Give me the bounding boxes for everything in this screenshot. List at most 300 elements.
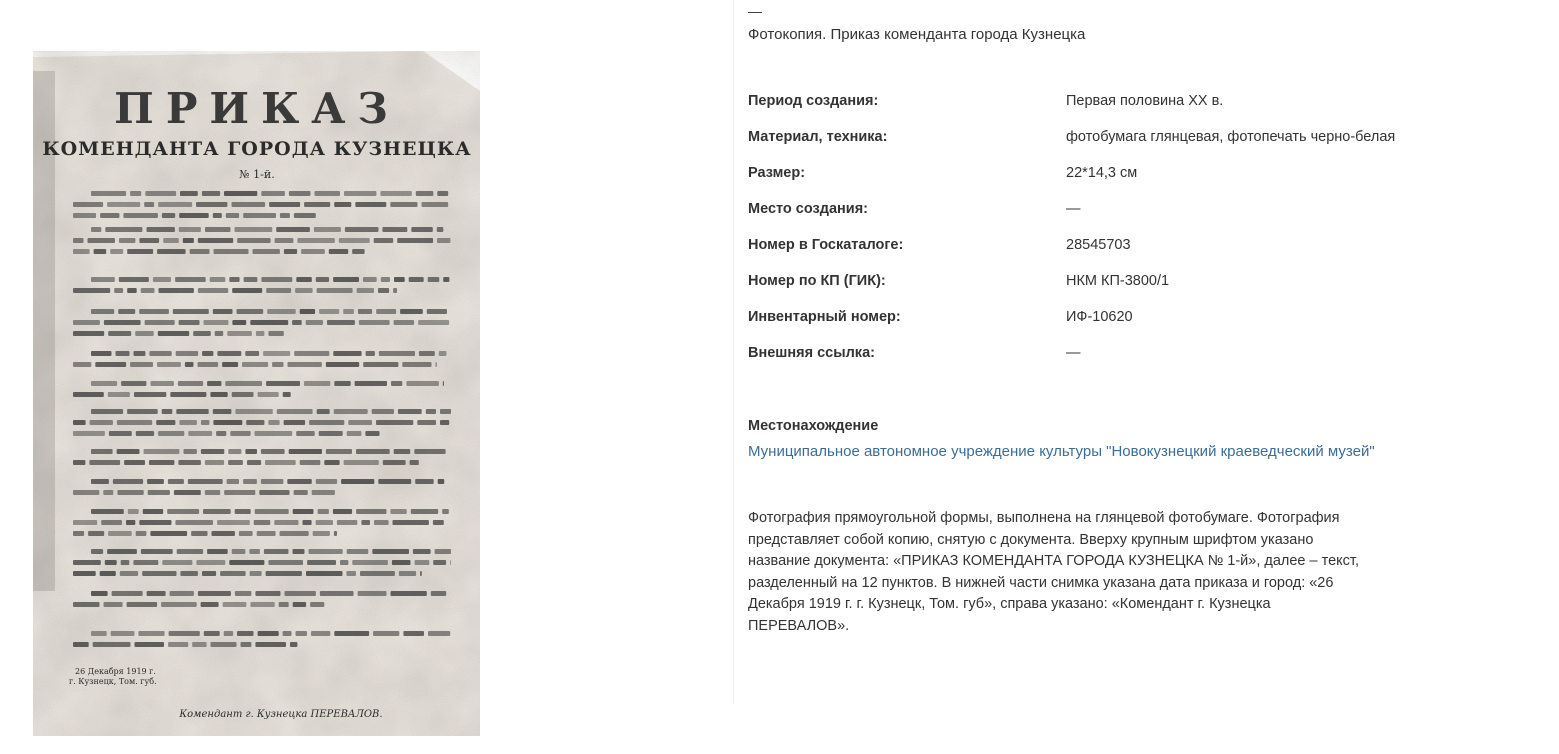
photo-text-line bbox=[361, 520, 370, 525]
photo-text-line bbox=[108, 392, 130, 397]
photo-text-line bbox=[258, 631, 279, 636]
photo-text-line bbox=[121, 560, 130, 565]
photo-text-line bbox=[91, 409, 123, 414]
photo-text-line bbox=[422, 202, 449, 207]
photo-text-line bbox=[312, 490, 335, 495]
photo-text-line bbox=[156, 420, 175, 425]
photo-text-line bbox=[91, 591, 108, 596]
photo-text-line bbox=[167, 509, 199, 514]
photo-text-line bbox=[107, 202, 140, 207]
property-label: Номер по КП (ГИК): bbox=[748, 273, 886, 289]
photo-text-line bbox=[104, 320, 141, 325]
photo-text-line bbox=[127, 249, 153, 254]
property-value: фотобумага глянцевая, фотопечать черно-белая bbox=[1066, 129, 1396, 145]
photo-text-line bbox=[73, 490, 99, 495]
photo-text-line bbox=[366, 351, 375, 356]
photo-text-line bbox=[117, 420, 152, 425]
photo-text-line bbox=[191, 531, 207, 536]
property-value: 22*14,3 см bbox=[1066, 165, 1138, 181]
photo-text-line bbox=[440, 420, 449, 425]
photo-text-line bbox=[257, 531, 276, 536]
photo-text-line bbox=[316, 520, 333, 525]
photo-text-line bbox=[300, 460, 321, 465]
photo-signature: Комендант г. Кузнецка ПЕРЕВАЛОВ. bbox=[179, 709, 383, 720]
photo-text-line bbox=[141, 288, 155, 293]
photo-text-line bbox=[73, 460, 85, 465]
photo-text-line bbox=[100, 213, 119, 218]
photo-text-line bbox=[176, 409, 208, 414]
photo-text-line bbox=[414, 449, 445, 454]
photo-text-line bbox=[334, 202, 351, 207]
photo-text-line bbox=[360, 571, 395, 576]
photo-text-line bbox=[266, 571, 302, 576]
photo-text-line bbox=[226, 213, 239, 218]
photo-text-line bbox=[91, 227, 101, 232]
photo-text-line bbox=[250, 571, 262, 576]
photo-text-line bbox=[134, 351, 146, 356]
photo-text-line bbox=[91, 509, 124, 514]
photo-text-line bbox=[73, 420, 86, 425]
property-label: Материал, техника: bbox=[748, 129, 888, 145]
photo-text-line bbox=[402, 362, 431, 367]
photo-text-line bbox=[237, 238, 270, 243]
photo-text-line bbox=[250, 602, 274, 607]
photo-text-line bbox=[237, 631, 254, 636]
photo-text-line bbox=[255, 591, 280, 596]
photo-text-line bbox=[227, 331, 252, 336]
photo-text-line bbox=[326, 449, 352, 454]
photo-text-line bbox=[201, 602, 219, 607]
photo-text-line bbox=[91, 449, 113, 454]
photo-text-line bbox=[406, 381, 439, 386]
photo-text-line bbox=[192, 642, 206, 647]
photo-text-line bbox=[256, 331, 265, 336]
photo-text-line bbox=[175, 520, 213, 525]
location-heading: Местонахождение bbox=[748, 418, 879, 434]
photo-text-line bbox=[118, 309, 135, 314]
photo-text-line bbox=[326, 362, 359, 367]
photo-text-line bbox=[390, 509, 406, 514]
photo-text-line bbox=[280, 213, 290, 218]
photo-text-line bbox=[420, 571, 422, 576]
photo-text-line bbox=[117, 449, 140, 454]
photo-text-line bbox=[391, 381, 402, 386]
photo-text-line bbox=[135, 331, 154, 336]
photo-text-line bbox=[211, 642, 237, 647]
photo-text-line bbox=[193, 331, 211, 336]
photo-text-line bbox=[110, 249, 123, 254]
photo-text-line bbox=[213, 420, 242, 425]
photo-text-line bbox=[73, 520, 97, 525]
photo-text-line bbox=[347, 549, 369, 554]
photo-text-line bbox=[130, 191, 141, 196]
photo-text-line bbox=[415, 560, 430, 565]
photo-text-line bbox=[111, 631, 135, 636]
photo-text-line bbox=[415, 479, 434, 484]
photo-text-line bbox=[141, 549, 173, 554]
photo-text-line bbox=[185, 362, 194, 367]
photo-text-line bbox=[334, 531, 337, 536]
photo-text-line bbox=[128, 509, 139, 514]
photo-text-line bbox=[168, 642, 188, 647]
photo-text-line bbox=[73, 602, 100, 607]
photo-text-line bbox=[266, 288, 291, 293]
photo-text-line bbox=[383, 460, 406, 465]
photo-text-line bbox=[100, 571, 116, 576]
photo-text-line bbox=[107, 549, 137, 554]
photo-text-line bbox=[411, 509, 438, 514]
photo-text-line bbox=[217, 520, 250, 525]
photo-text-line bbox=[232, 288, 262, 293]
photo-text-line bbox=[73, 288, 110, 293]
photo-text-line bbox=[409, 277, 424, 282]
photo-text-line bbox=[317, 288, 353, 293]
photo-text-line bbox=[263, 351, 290, 356]
photo-text-line bbox=[269, 202, 300, 207]
photo-text-line bbox=[439, 351, 447, 356]
photo-text-line bbox=[274, 520, 298, 525]
photo-text-line bbox=[105, 227, 142, 232]
photo-text-line bbox=[294, 490, 308, 495]
photo-text-line bbox=[198, 288, 228, 293]
photo-text-line bbox=[428, 631, 450, 636]
photo-text-line bbox=[436, 362, 437, 367]
photo-text-line bbox=[268, 331, 283, 336]
photo-text-line bbox=[157, 362, 181, 367]
photo-text-line bbox=[179, 227, 201, 232]
photo-text-line bbox=[427, 309, 447, 314]
photo-text-line bbox=[144, 202, 154, 207]
property-label: Номер в Госкаталоге: bbox=[748, 237, 904, 253]
photo-text-line bbox=[392, 560, 411, 565]
photo-text-line bbox=[119, 277, 149, 282]
photo-text-line bbox=[232, 549, 246, 554]
photo-text-line bbox=[149, 351, 171, 356]
photo-text-line bbox=[228, 460, 243, 465]
photo-text-line bbox=[376, 420, 413, 425]
photo-text-line bbox=[126, 520, 135, 525]
photo-text-line bbox=[183, 238, 194, 243]
photo-text-line bbox=[161, 602, 197, 607]
photo-text-line bbox=[317, 409, 330, 414]
photo-text-line bbox=[176, 351, 198, 356]
photo-text-line bbox=[319, 309, 339, 314]
photo-text-line bbox=[280, 531, 309, 536]
photo-text-line bbox=[296, 631, 308, 636]
photo-text-line bbox=[245, 351, 259, 356]
photo-text-line bbox=[310, 602, 324, 607]
photo-text-line bbox=[376, 309, 396, 314]
photo-text-line bbox=[356, 449, 390, 454]
photo-text-line bbox=[162, 409, 173, 414]
photo-text-line bbox=[393, 520, 429, 525]
photo-text-line bbox=[170, 392, 206, 397]
photo-text-line bbox=[319, 431, 343, 436]
photo-text-line bbox=[416, 191, 434, 196]
photo-text-line bbox=[309, 420, 344, 425]
photo-text-line bbox=[148, 490, 170, 495]
photo-text-line bbox=[382, 227, 407, 232]
photo-text-line bbox=[196, 202, 227, 207]
photo-text-line bbox=[417, 420, 436, 425]
photo-text-line bbox=[378, 479, 411, 484]
photo-text-line bbox=[390, 202, 417, 207]
photo-text-line bbox=[296, 277, 312, 282]
photo-text-line bbox=[214, 249, 249, 254]
property-row bbox=[748, 126, 1548, 162]
photo-text-line bbox=[333, 509, 352, 514]
photo-text-line bbox=[215, 331, 224, 336]
photo-text-line bbox=[443, 381, 444, 386]
photo-text-line bbox=[306, 320, 323, 325]
photo-text-line bbox=[254, 520, 271, 525]
photo-text-line bbox=[242, 362, 268, 367]
properties-list bbox=[748, 90, 1548, 378]
photo-text-line bbox=[120, 571, 138, 576]
photo-text-line bbox=[205, 460, 224, 465]
photo-text-line bbox=[149, 460, 174, 465]
photo-text-line bbox=[346, 571, 356, 576]
photo-text-line bbox=[127, 288, 137, 293]
photo-text-line bbox=[207, 381, 221, 386]
photo-text-line bbox=[134, 392, 166, 397]
photo-text-line bbox=[243, 213, 276, 218]
photo-text-line bbox=[372, 409, 394, 414]
photo-text-line bbox=[295, 288, 313, 293]
photo-text-line bbox=[435, 549, 451, 554]
photo-text-line bbox=[261, 479, 284, 484]
photo-text-line bbox=[158, 331, 189, 336]
photo-text-line bbox=[153, 277, 171, 282]
photo-text-line bbox=[73, 571, 96, 576]
photo-text-line bbox=[344, 460, 379, 465]
photo-text-line bbox=[73, 238, 84, 243]
photo-text-line bbox=[138, 631, 164, 636]
photo-text-line bbox=[133, 560, 158, 565]
photo-text-line bbox=[339, 238, 370, 243]
photo-text-line bbox=[285, 591, 316, 596]
photo-text-line bbox=[119, 238, 135, 243]
photo-text-line bbox=[94, 249, 107, 254]
photo-text-line bbox=[315, 191, 341, 196]
photo-text-line bbox=[372, 549, 409, 554]
photo-text-line bbox=[333, 351, 361, 356]
photo-text-line bbox=[283, 631, 292, 636]
photo-text-line bbox=[224, 631, 233, 636]
photo-text-line bbox=[293, 549, 305, 554]
photo-text-line bbox=[249, 549, 260, 554]
photo-text-line bbox=[355, 202, 386, 207]
photo-text-line bbox=[179, 420, 197, 425]
photo-text-line bbox=[117, 490, 143, 495]
photo-text-line bbox=[229, 560, 264, 565]
photo-text-line bbox=[419, 351, 435, 356]
photo-text-line bbox=[136, 531, 147, 536]
photo-text-line bbox=[379, 351, 415, 356]
photo-text-line bbox=[314, 227, 341, 232]
photo-text-line bbox=[318, 509, 329, 514]
museum-link[interactable]: Муниципальное автономное учреждение культуры "Новокузнецкий краеведческий музей" bbox=[748, 443, 1375, 460]
photo-text-line bbox=[394, 277, 405, 282]
photo-text-line bbox=[400, 309, 423, 314]
photo-text-line bbox=[290, 642, 297, 647]
property-row bbox=[748, 198, 1548, 234]
photo-text-line bbox=[297, 238, 334, 243]
photo-text-line bbox=[112, 591, 143, 596]
photo-text-line bbox=[293, 602, 306, 607]
photo-text-line bbox=[73, 560, 101, 565]
photo-text-line bbox=[202, 571, 216, 576]
photo-text-line bbox=[213, 309, 233, 314]
property-value: — bbox=[1066, 345, 1081, 361]
photo-text-line bbox=[145, 191, 176, 196]
photo-text-line bbox=[127, 602, 158, 607]
photo-text-line bbox=[284, 249, 297, 254]
photo-text-line bbox=[244, 277, 258, 282]
photo-text-line bbox=[380, 191, 411, 196]
photo-text-line bbox=[345, 227, 379, 232]
photo-text-line bbox=[358, 591, 387, 596]
photo-text-line bbox=[175, 277, 206, 282]
photo-text-line bbox=[135, 642, 165, 647]
photo-text-line bbox=[327, 320, 355, 325]
photo-text-line bbox=[320, 591, 354, 596]
photo-text-line bbox=[288, 362, 322, 367]
photo-text-line bbox=[235, 227, 273, 232]
photo-text-line bbox=[334, 381, 350, 386]
photo-text-line bbox=[225, 381, 262, 386]
photo-text-line bbox=[287, 479, 312, 484]
photo-text-line bbox=[145, 320, 175, 325]
photo-text-line bbox=[179, 320, 200, 325]
photo-text-line bbox=[73, 202, 103, 207]
photo-text-line bbox=[174, 490, 201, 495]
photo-text-line bbox=[391, 591, 427, 596]
photo-text-line bbox=[91, 631, 107, 636]
photo-text-line bbox=[334, 409, 368, 414]
document-photo bbox=[33, 51, 480, 736]
photo-text-line bbox=[150, 531, 187, 536]
photo-text-line bbox=[213, 409, 232, 414]
photo-text-line bbox=[168, 479, 184, 484]
property-value: Первая половина XX в. bbox=[1066, 93, 1224, 109]
photo-text-line bbox=[266, 381, 300, 386]
photo-text-line bbox=[229, 277, 239, 282]
photo-text-line bbox=[130, 362, 153, 367]
photo-text-line bbox=[373, 631, 399, 636]
photo-text-line bbox=[438, 479, 445, 484]
photo-text-line bbox=[169, 631, 200, 636]
photo-text-line bbox=[267, 309, 296, 314]
photo-text-line bbox=[173, 309, 209, 314]
photo-text-line bbox=[201, 420, 209, 425]
photo-text-line bbox=[116, 351, 130, 356]
photo-text-line bbox=[255, 509, 289, 514]
item-title: Фотокопия. Приказ коменданта города Кузнецка bbox=[748, 26, 1086, 43]
photo-text-line bbox=[398, 409, 422, 414]
photo-text-line bbox=[292, 320, 302, 325]
photo-text-line bbox=[340, 560, 348, 565]
photo-text-line bbox=[190, 249, 210, 254]
photo-text-line bbox=[91, 381, 117, 386]
photo-text-line bbox=[73, 362, 91, 367]
photo-text-line bbox=[363, 277, 377, 282]
photo-text-line bbox=[108, 331, 131, 336]
property-label: Место создания: bbox=[748, 201, 868, 217]
photo-text-line bbox=[147, 479, 164, 484]
photo-text-line bbox=[205, 227, 231, 232]
photo-text-line bbox=[304, 202, 330, 207]
photo-text-line bbox=[394, 320, 415, 325]
photo-text-line bbox=[241, 642, 252, 647]
photo-text-line bbox=[316, 277, 329, 282]
item-description: Фотография прямоугольной формы, выполнена на глянцевой фотобумаге. Фотография представляет собой копию, снятую с документа. Вверху крупным шрифтом указано название документа: «ПРИКАЗ КОМЕНДАНТА ГОРОДА КУЗНЕЦКА № 1-й», далее – текст, разделенный на 12 пунктов. В нижней части снимка указана дата приказа и город: «26 Декабря 1919 г. г. Кузнецк, Том. губ», справа указано: «Комендант г. Кузнецка ПЕРЕВАЛОВ». bbox=[748, 510, 1359, 634]
photo-text-line bbox=[309, 549, 343, 554]
photo-text-line bbox=[397, 238, 433, 243]
photo-text-line bbox=[334, 631, 369, 636]
photo-text-line bbox=[73, 431, 105, 436]
photo-text-line bbox=[433, 520, 444, 525]
photo-text-line bbox=[222, 362, 238, 367]
photo-text-line bbox=[170, 591, 194, 596]
photo-text-line bbox=[268, 560, 303, 565]
photo-date-line1: 26 Декабря 1919 г. bbox=[75, 667, 156, 676]
photo-text-line bbox=[212, 531, 235, 536]
photo-text-line bbox=[374, 238, 394, 243]
photo-text-line bbox=[95, 362, 126, 367]
photo-text-line bbox=[237, 309, 264, 314]
photo-text-line bbox=[91, 351, 112, 356]
photo-text-line bbox=[300, 309, 315, 314]
photo-text-line bbox=[224, 490, 255, 495]
photo-text-line bbox=[276, 227, 310, 232]
photo-text-line bbox=[304, 381, 330, 386]
photo-text-line bbox=[127, 409, 158, 414]
property-value: ИФ-10620 bbox=[1066, 309, 1133, 325]
photo-text-line bbox=[235, 409, 272, 414]
photo-text-line bbox=[105, 560, 117, 565]
photo-text-line bbox=[91, 191, 126, 196]
photo-text-line bbox=[157, 249, 186, 254]
photo-text-line bbox=[363, 362, 398, 367]
photo-text-line bbox=[113, 479, 143, 484]
photo-number: № 1-й. bbox=[239, 168, 275, 181]
photo-text-line bbox=[109, 431, 132, 436]
photo-text-line bbox=[365, 431, 379, 436]
photo-text-line bbox=[136, 431, 154, 436]
photo-text-line bbox=[158, 431, 184, 436]
photo-text-line bbox=[158, 202, 192, 207]
photo-text-line bbox=[324, 460, 339, 465]
photo-text-line bbox=[101, 520, 122, 525]
photo-text-line bbox=[178, 460, 201, 465]
photo-text-line bbox=[307, 560, 336, 565]
photo-text-line bbox=[450, 560, 451, 565]
photo-text-line bbox=[418, 320, 449, 325]
photo-text-line bbox=[73, 531, 84, 536]
photo-text-line bbox=[73, 642, 89, 647]
photo-text-line bbox=[245, 449, 257, 454]
photo-text-line bbox=[378, 288, 389, 293]
photo-text-line bbox=[204, 320, 229, 325]
photo-text-line bbox=[264, 549, 289, 554]
photo-text-line bbox=[399, 571, 416, 576]
property-value: 28545703 bbox=[1066, 237, 1131, 253]
photo-text-line bbox=[394, 449, 411, 454]
photo-text-line bbox=[93, 642, 131, 647]
photo-text-line bbox=[426, 409, 436, 414]
property-row bbox=[748, 342, 1548, 378]
